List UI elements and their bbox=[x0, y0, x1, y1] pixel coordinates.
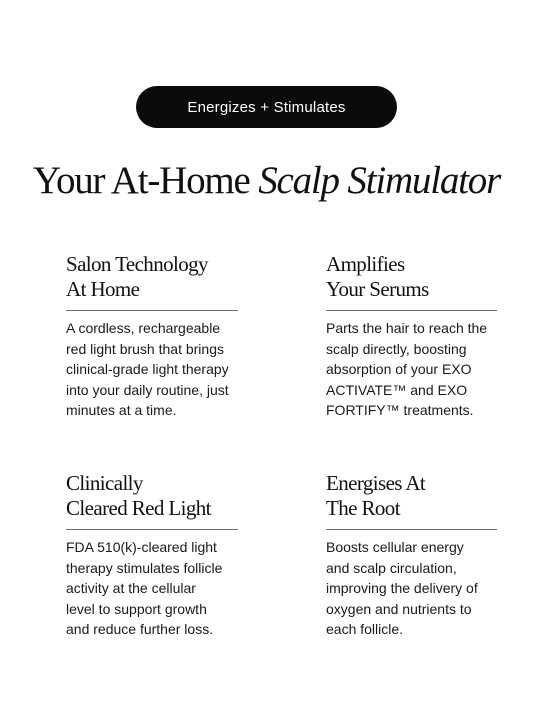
feature-title: Salon Technology At Home bbox=[66, 252, 208, 301]
feature-description: FDA 510(k)-cleared light therapy stimulates follicle activity at the cellular level to support growth and reduce further loss. bbox=[66, 539, 223, 637]
badge-label: Energizes + Stimulates bbox=[187, 98, 346, 116]
page-title-italic: Scalp Stimulator bbox=[258, 159, 501, 202]
feature-description: Boosts cellular energy and scalp circulation, improving the delivery of oxygen and nutrients to each follicle. bbox=[326, 539, 478, 637]
feature-clinically-cleared bbox=[66, 471, 244, 640]
feature-title: Clinically Cleared Red Light bbox=[66, 471, 211, 520]
feature-energises-root bbox=[326, 471, 516, 640]
feature-divider bbox=[66, 529, 238, 530]
page-title bbox=[0, 156, 533, 206]
feature-title: Energises At The Root bbox=[326, 471, 426, 520]
feature-salon-technology bbox=[66, 252, 244, 421]
page-title-regular: Your At-Home bbox=[32, 159, 250, 202]
energizes-stimulates-badge bbox=[136, 86, 397, 128]
feature-divider bbox=[326, 529, 497, 530]
feature-amplifies-serums bbox=[326, 252, 516, 421]
feature-description: A cordless, rechargeable red light brush that brings clinical-grade light therapy into your daily routine, just minutes at a time. bbox=[66, 320, 229, 418]
feature-description: Parts the hair to reach the scalp directly, boosting absorption of your EXO ACTIVATE™ and EXO FORTIFY™ treatments. bbox=[326, 320, 488, 418]
feature-divider bbox=[326, 310, 497, 311]
feature-title: Amplifies Your Serums bbox=[326, 252, 429, 301]
feature-divider bbox=[66, 310, 238, 311]
